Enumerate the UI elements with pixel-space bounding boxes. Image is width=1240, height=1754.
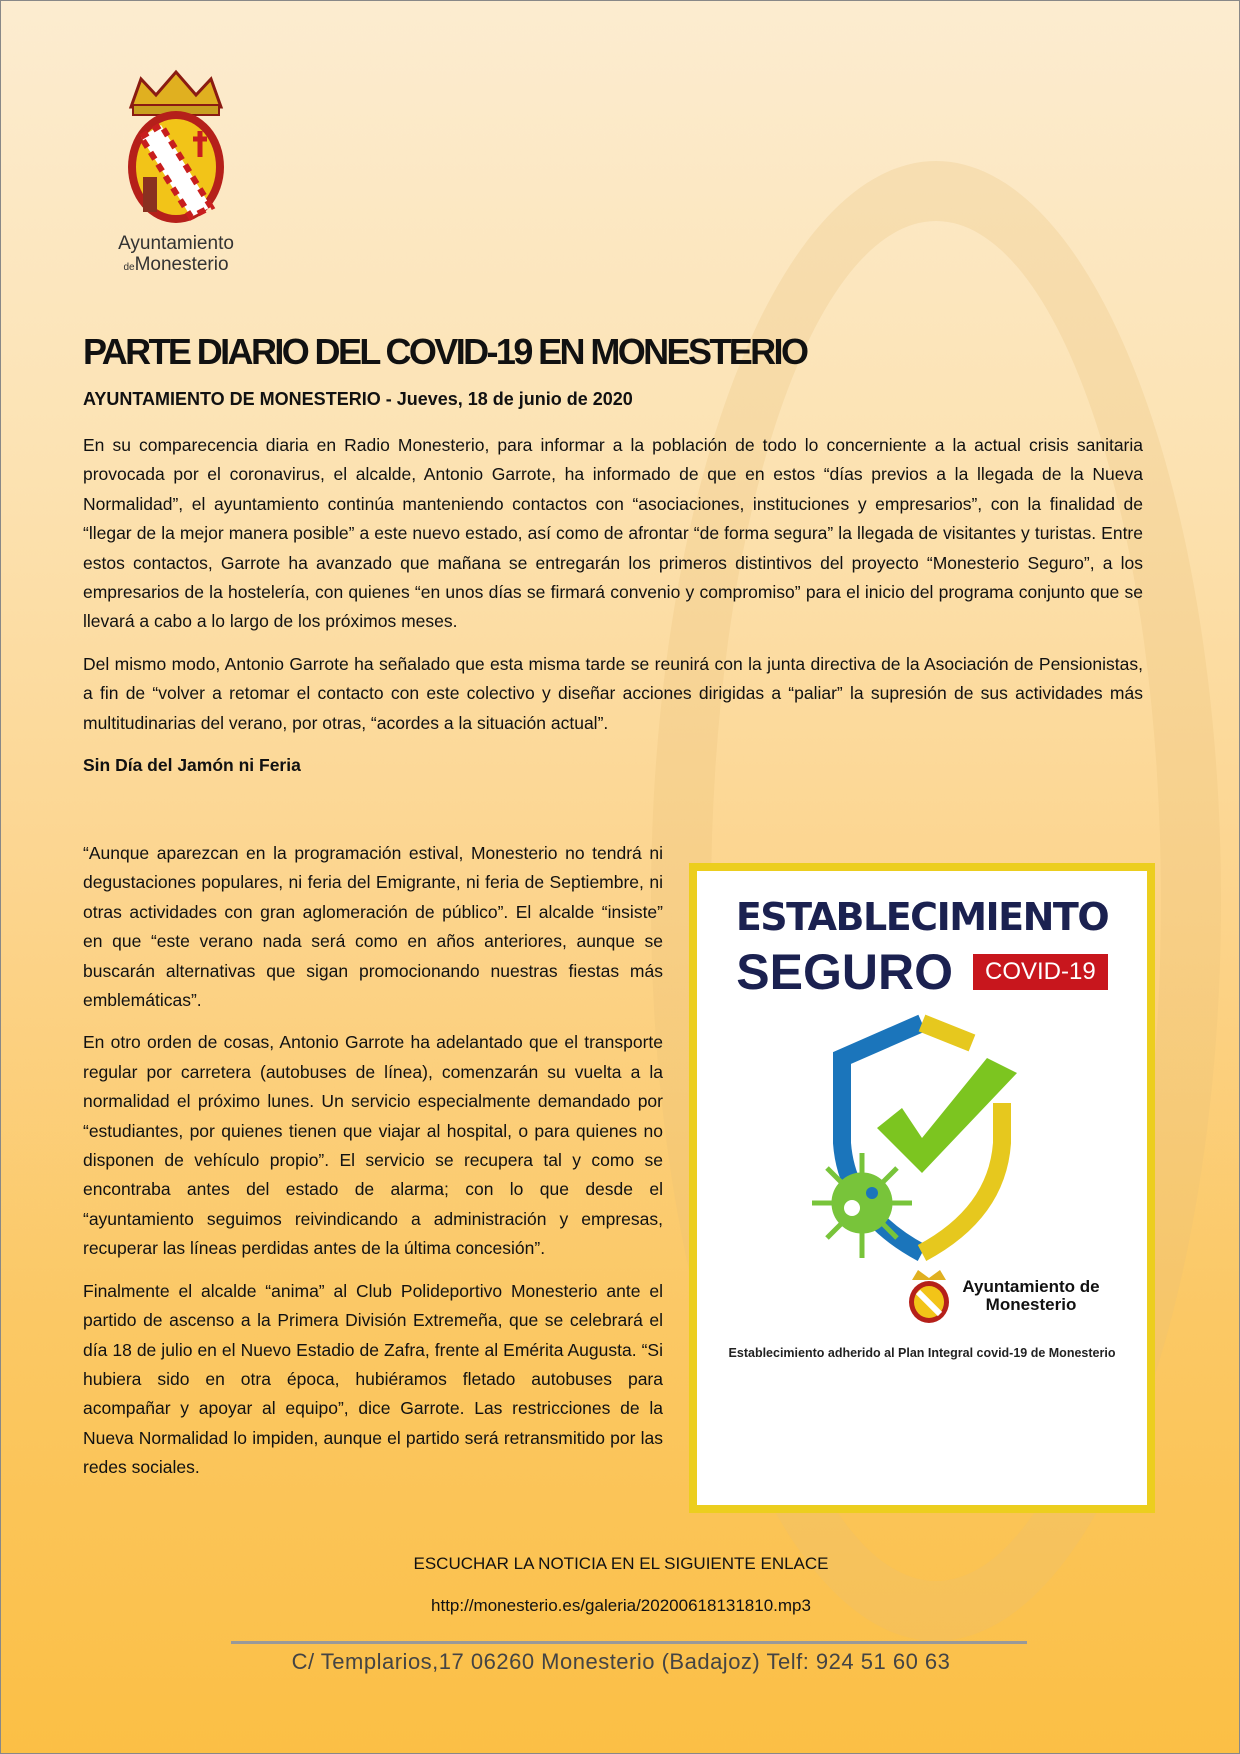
footer-divider: [231, 1641, 1027, 1644]
coat-of-arms-icon: [111, 67, 241, 227]
page-title: PARTE DIARIO DEL COVID-19 EN MONESTERIO: [83, 331, 807, 372]
municipal-logo: [106, 67, 246, 278]
paragraph: Finalmente el alcalde “anima” al Club Polideportivo Monesterio ante el partido de ascenso a la Primera División Extremeña, que se celebrará el día 18 de julio en el Nuevo Estadio de Zafra, frente al Emérita Augusta. “Si hubiera sido en otra época, hubiéramos fletado autobuses para acompañar y apoyar al equipo”, dice Garrote. Las restricciones de la Nueva Normalidad lo impiden, aunque el partido será retransmitido por las redes sociales.: [83, 1280, 663, 1478]
paragraph: “Aunque aparezcan en la programación estival, Monesterio no tendrá ni degustaciones populares, ni feria del Emigrante, ni feria de Septiembre, ni otras actividades con gran aglomeración de público”. El alcalde “insiste” en que “este verano nada será como en años anteriores, aunque se buscarán alternativas que sigan promocionando nuestras fiestas más emblemáticas”.: [83, 843, 663, 1011]
logo-text-town: Monesterio: [134, 254, 229, 275]
section-heading: Sin Día del Jamón ni Feria: [83, 755, 301, 776]
poster-org-line2: Monesterio: [985, 1295, 1077, 1314]
paragraph: En su comparecencia diaria en Radio Monesterio, para informar a la población de todo lo concerniente a la actual crisis sanitaria provocada por el coronavirus, el alcalde, Antonio Garrote, ha informado de que en estos “días previos a la llegada de la Nueva Normalidad”, el ayuntamiento continúa manteniendo contactos con “asociaciones, instituciones y empresarios”, con la finalidad de “llegar de la mejor manera posible” a este nuevo estado, así como de afrontar “de forma segura” la llegada de visitantes y turistas. Entre estos contactos, Garrote ha avanzado que mañana se entregarán los primeros distintivos del proyecto “Monesterio Seguro”, a los empresarios de la hostelería, con quienes “en unos días se firmará convenio y compromiso” para el inicio del programa conjunto que se llevará a cabo a lo largo de los próximos meses.: [83, 435, 1143, 632]
safe-establishment-poster: [689, 863, 1155, 1513]
audio-link[interactable]: http://monesterio.es/galeria/20200618131810.mp3: [431, 1596, 811, 1615]
coat-of-arms-small-icon: [904, 1268, 954, 1324]
footer-address: C/ Templarios,17 06260 Monesterio (Badajoz) Telf: 924 51 60 63: [291, 1649, 951, 1674]
poster-subtitle: SEGURO: [736, 944, 953, 1000]
logo-text-monesterio: [106, 255, 246, 278]
article-column: [83, 839, 663, 1496]
logo-text-de: de: [123, 262, 135, 273]
logo-text-ayuntamiento: Ayuntamiento: [118, 233, 234, 254]
paragraph: Del mismo modo, Antonio Garrote ha señalado que esta misma tarde se reunirá con la junta directiva de la Asociación de Pensionistas, a fin de “volver a retomar el contacto con este colectivo y diseñar acciones dirigidas a “paliar” la supresión de sus actividades más multitudinarias del verano, por otras, “acordes a la situación actual”.: [83, 653, 1143, 733]
poster-footer: Establecimiento adherido al Plan Integral covid-19 de Monesterio: [728, 1346, 1116, 1360]
listen-label: ESCUCHAR LA NOTICIA EN EL SIGUIENTE ENLACE: [413, 1554, 829, 1573]
shield-check-virus-icon: [772, 1013, 1072, 1263]
subtitle: AYUNTAMIENTO DE MONESTERIO - Jueves, 18 de junio de 2020: [83, 389, 633, 409]
article-body: [83, 431, 1143, 792]
paragraph: En otro orden de cosas, Antonio Garrote ha adelantado que el transporte regular por carretera (autobuses de línea), comenzarán su vuelta a la normalidad el próximo lunes. Un servicio especialmente demandado por “estudiantes, por quienes tienen que viajar al hospital, o para quienes no disponen de vehículo propio”. El servicio se recupera tal y como se encontraba antes del estado de alarma; con lo que desde el “ayuntamiento seguimos reivindicando a administración y empresas, recuperar las líneas perdidas antes de la última concesión”.: [83, 1032, 663, 1259]
poster-org-line1: Ayuntamiento de: [962, 1277, 1100, 1296]
poster-title: ESTABLECIMIENTO: [735, 895, 1109, 939]
covid-badge: COVID-19: [973, 954, 1108, 990]
